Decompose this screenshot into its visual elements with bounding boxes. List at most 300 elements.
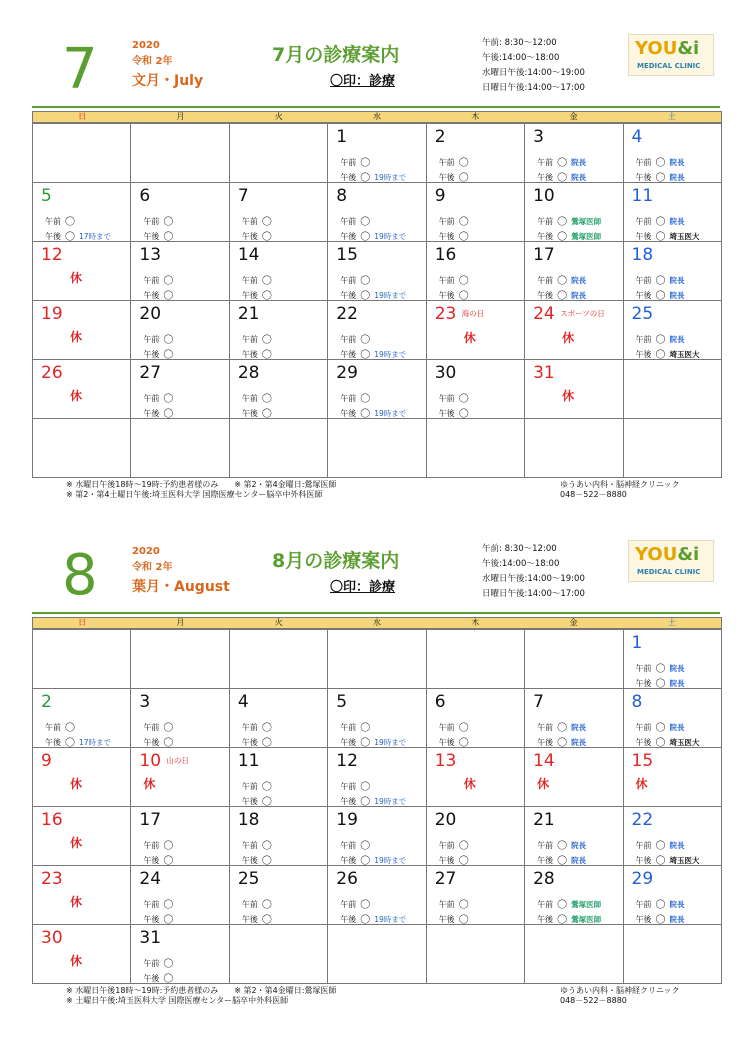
weekday-1: 月: [176, 112, 185, 121]
afternoon-slot: [340, 228, 406, 243]
afternoon-slot: [340, 734, 406, 749]
pm-label: 午後: [241, 350, 258, 359]
am-label: 午前: [143, 959, 160, 968]
day-number: 10: [533, 186, 555, 206]
doctor-note: 19時まで: [374, 173, 407, 182]
logo-wordmark: [635, 38, 699, 59]
open-circle-icon: 〇: [261, 409, 272, 420]
open-circle-icon: 〇: [163, 974, 174, 985]
empty-cell: [427, 925, 525, 984]
day-number: 27: [434, 869, 457, 889]
day-cell: [230, 866, 328, 925]
day-cell: [230, 360, 328, 419]
week-row: [33, 360, 722, 419]
open-circle-icon: 〇: [557, 291, 568, 302]
morning-slot: [340, 272, 370, 287]
morning-slot: [636, 331, 685, 346]
empty-cell: [230, 925, 328, 984]
pm-label: 午後: [635, 350, 652, 359]
closed-label: 休: [70, 954, 83, 968]
day-cell: [131, 301, 229, 360]
open-circle-icon: 〇: [360, 856, 371, 867]
doctor-note: 17時まで: [79, 232, 112, 241]
day-cell: [33, 925, 131, 984]
doctor-note: 埼玉医大: [669, 856, 700, 865]
afternoon-slot: [537, 852, 586, 867]
open-circle-icon: 〇: [65, 217, 75, 228]
am-label: 午前: [241, 841, 258, 850]
afternoon-slot: [242, 734, 272, 749]
day-cell: [33, 807, 131, 866]
day-cell: [328, 866, 426, 925]
open-circle-icon: 〇: [360, 232, 371, 243]
am-label: 午前: [438, 276, 455, 285]
day-number: 23: [41, 869, 63, 889]
day-number: 20: [434, 810, 457, 830]
week-row: [33, 866, 722, 925]
afternoon-slot: [143, 346, 173, 361]
doctor-note: 院長: [571, 173, 587, 182]
hours-line: 日曜日午後:14:00～17:00: [482, 589, 585, 599]
day-cell: [427, 301, 525, 360]
empty-cell: [131, 419, 229, 478]
weekday-6: 土: [667, 618, 676, 627]
am-label: 午前: [537, 723, 554, 732]
doctor-note: 院長: [669, 900, 685, 909]
doctor-note: 19時まで: [374, 409, 407, 418]
am-label: 午前: [143, 900, 160, 909]
weekday-3: 水: [372, 618, 381, 627]
closed-label: 休: [70, 836, 83, 850]
morning-slot: [636, 213, 685, 228]
afternoon-slot: [439, 734, 469, 749]
hours-block: [482, 542, 585, 602]
open-circle-icon: 〇: [557, 158, 568, 169]
open-circle-icon: 〇: [557, 276, 568, 287]
morning-slot: [537, 719, 586, 734]
am-label: 午前: [438, 900, 455, 909]
open-circle-icon: 〇: [655, 738, 666, 749]
day-cell: [525, 748, 623, 807]
empty-cell: [131, 124, 229, 183]
day-cell: [131, 242, 229, 301]
doctor-note: 院長: [571, 841, 587, 850]
morning-slot: [537, 272, 586, 287]
day-cell: [427, 748, 525, 807]
hours-line: 午前: 8:30～12:00: [482, 38, 557, 48]
am-label: 午前: [340, 782, 357, 791]
day-cell: [131, 183, 229, 242]
empty-cell: [33, 630, 131, 689]
doctor-note: 19時まで: [374, 797, 407, 806]
morning-slot: [143, 272, 173, 287]
page-title: 8月の診療案内: [272, 550, 400, 572]
afternoon-slot: [340, 852, 406, 867]
day-number: 21: [237, 304, 260, 324]
afternoon-slot: [636, 228, 700, 243]
day-number: 4: [237, 692, 249, 712]
day-cell: [624, 183, 722, 242]
day-number: 26: [41, 363, 63, 383]
closed-label: 休: [143, 777, 156, 791]
logo-amp: &i: [677, 544, 700, 565]
open-circle-icon: 〇: [261, 394, 272, 405]
afternoon-slot: [45, 734, 111, 749]
morning-slot: [143, 331, 173, 346]
pm-label: 午後: [143, 974, 160, 983]
open-circle-icon: 〇: [458, 915, 469, 926]
morning-slot: [143, 837, 173, 852]
doctor-note: 19時まで: [374, 856, 407, 865]
open-circle-icon: 〇: [360, 335, 371, 346]
pm-label: 午後: [340, 856, 357, 865]
doctor-note: 鶯塚医師: [571, 900, 602, 909]
week-row: [33, 630, 722, 689]
closed-label: 休: [70, 895, 83, 909]
day-number: 2: [41, 692, 52, 712]
day-number: 25: [631, 304, 654, 324]
day-number: 2: [434, 127, 446, 147]
afternoon-slot: [242, 852, 272, 867]
pm-label: 午後: [241, 797, 258, 806]
morning-slot: [340, 331, 370, 346]
header-rule: [32, 106, 720, 108]
day-cell: [624, 748, 722, 807]
open-circle-icon: 〇: [360, 350, 371, 361]
open-circle-icon: 〇: [557, 841, 568, 852]
open-circle-icon: 〇: [557, 723, 568, 734]
afternoon-slot: [537, 228, 601, 243]
afternoon-slot: [143, 970, 173, 985]
open-circle-icon: 〇: [655, 335, 666, 346]
am-label: 午前: [143, 841, 160, 850]
am-label: 午前: [45, 723, 61, 732]
am-label: 午前: [635, 723, 652, 732]
afternoon-slot: [340, 405, 406, 420]
day-number: 12: [41, 245, 63, 265]
day-number: 6: [139, 186, 151, 206]
doctor-note: 19時まで: [374, 915, 407, 924]
day-cell: [624, 807, 722, 866]
afternoon-slot: [439, 405, 469, 420]
open-circle-icon: 〇: [655, 856, 666, 867]
doctor-note: 院長: [571, 856, 587, 865]
am-label: 午前: [143, 335, 160, 344]
legend-text: 〇印：診療: [330, 580, 396, 595]
pm-label: 午後: [340, 409, 357, 418]
open-circle-icon: 〇: [557, 232, 568, 243]
morning-slot: [340, 896, 370, 911]
footnotes: [66, 480, 336, 500]
open-circle-icon: 〇: [557, 173, 568, 184]
pm-label: 午後: [143, 291, 160, 300]
afternoon-slot: [340, 346, 406, 361]
morning-slot: [143, 390, 173, 405]
am-label: 午前: [241, 217, 258, 226]
logo-subtitle: MEDICAL CLINIC: [637, 62, 701, 70]
am-label: 午前: [438, 158, 455, 167]
day-number: 5: [336, 692, 348, 712]
am-label: 午前: [537, 158, 554, 167]
afternoon-slot: [143, 734, 173, 749]
day-number: 8: [336, 186, 348, 206]
week-row: [33, 183, 722, 242]
day-cell: [525, 866, 623, 925]
day-number: 1: [336, 127, 348, 147]
empty-cell: [230, 419, 328, 478]
day-cell: [131, 925, 229, 984]
open-circle-icon: 〇: [360, 915, 371, 926]
am-label: 午前: [438, 394, 455, 403]
doctor-note: 埼玉医大: [669, 738, 700, 747]
day-number: 29: [336, 363, 358, 383]
pm-label: 午後: [635, 679, 652, 688]
pm-label: 午後: [438, 291, 455, 300]
day-cell: [427, 807, 525, 866]
day-cell: [427, 124, 525, 183]
day-number: 6: [434, 692, 446, 712]
day-number: 4: [631, 127, 643, 147]
closed-label: 休: [562, 389, 575, 403]
am-label: 午前: [241, 900, 258, 909]
afternoon-slot: [439, 169, 469, 184]
footnotes: [66, 986, 336, 1006]
closed-label: 休: [70, 330, 83, 344]
doctor-note: 院長: [669, 915, 685, 924]
pm-label: 午後: [241, 291, 258, 300]
morning-slot: [45, 213, 75, 228]
logo-you: YOU: [635, 38, 678, 59]
clinic-contact: [560, 986, 680, 1006]
calendar-grid: [32, 123, 722, 478]
afternoon-slot: [143, 852, 173, 867]
doctor-note: 院長: [669, 664, 685, 673]
open-circle-icon: 〇: [360, 723, 371, 734]
closed-label: 休: [635, 777, 648, 791]
afternoon-slot: [537, 169, 586, 184]
day-number: 28: [237, 363, 260, 383]
clinic-logo: [628, 540, 714, 582]
morning-slot: [636, 719, 685, 734]
pm-label: 午後: [340, 291, 357, 300]
doctor-note: 院長: [669, 217, 685, 226]
doctor-note: 院長: [669, 723, 685, 732]
am-label: 午前: [340, 723, 357, 732]
month-name: 葉月・August: [132, 579, 230, 595]
pm-label: 午後: [340, 738, 357, 747]
open-circle-icon: 〇: [655, 664, 666, 675]
open-circle-icon: 〇: [458, 738, 469, 749]
weekday-5: 金: [569, 112, 578, 121]
morning-slot: [242, 719, 272, 734]
afternoon-slot: [143, 228, 173, 243]
week-row: [33, 748, 722, 807]
open-circle-icon: 〇: [163, 723, 174, 734]
morning-slot: [537, 896, 601, 911]
open-circle-icon: 〇: [655, 291, 666, 302]
open-circle-icon: 〇: [360, 409, 371, 420]
morning-slot: [439, 213, 469, 228]
open-circle-icon: 〇: [655, 217, 666, 228]
day-cell: [33, 689, 131, 748]
afternoon-slot: [636, 734, 700, 749]
open-circle-icon: 〇: [261, 856, 272, 867]
morning-slot: [340, 390, 370, 405]
pm-label: 午後: [537, 232, 554, 241]
day-cell: [230, 301, 328, 360]
empty-cell: [525, 630, 623, 689]
day-cell: [624, 124, 722, 183]
open-circle-icon: 〇: [261, 232, 272, 243]
open-circle-icon: 〇: [458, 409, 469, 420]
pm-label: 午後: [438, 173, 455, 182]
open-circle-icon: 〇: [655, 350, 666, 361]
day-cell: [33, 301, 131, 360]
morning-slot: [439, 837, 469, 852]
open-circle-icon: 〇: [458, 291, 469, 302]
open-circle-icon: 〇: [261, 291, 272, 302]
day-number: 31: [139, 928, 162, 948]
day-cell: [328, 183, 426, 242]
morning-slot: [537, 213, 601, 228]
empty-cell: [230, 630, 328, 689]
morning-slot: [143, 896, 173, 911]
open-circle-icon: 〇: [557, 217, 568, 228]
weekday-0: 日: [78, 618, 87, 627]
am-label: 午前: [340, 394, 357, 403]
am-label: 午前: [635, 664, 652, 673]
am-label: 午前: [340, 335, 357, 344]
pm-label: 午後: [438, 915, 455, 924]
empty-cell: [624, 925, 722, 984]
morning-slot: [537, 837, 586, 852]
weekday-2: 火: [274, 112, 283, 121]
era-year: 2020: [132, 546, 160, 557]
empty-cell: [131, 630, 229, 689]
morning-slot: [242, 213, 272, 228]
empty-cell: [525, 925, 623, 984]
day-number: 15: [631, 751, 654, 771]
am-label: 午前: [143, 394, 160, 403]
morning-slot: [340, 719, 370, 734]
open-circle-icon: 〇: [360, 276, 371, 287]
afternoon-slot: [242, 793, 272, 808]
open-circle-icon: 〇: [261, 723, 272, 734]
day-cell: [230, 242, 328, 301]
day-number: 7: [533, 692, 544, 712]
month-big-number: 7: [62, 37, 98, 102]
day-cell: [131, 748, 229, 807]
afternoon-slot: [537, 911, 601, 926]
open-circle-icon: 〇: [655, 232, 666, 243]
morning-slot: [636, 154, 685, 169]
open-circle-icon: 〇: [163, 335, 174, 346]
open-circle-icon: 〇: [65, 738, 75, 749]
am-label: 午前: [635, 217, 652, 226]
morning-slot: [143, 955, 173, 970]
day-cell: [230, 689, 328, 748]
open-circle-icon: 〇: [360, 394, 371, 405]
day-number: 3: [533, 127, 544, 147]
day-number: 13: [434, 751, 457, 771]
open-circle-icon: 〇: [458, 900, 469, 911]
week-row: [33, 925, 722, 984]
pm-label: 午後: [635, 856, 652, 865]
afternoon-slot: [636, 287, 685, 302]
header-rule: [32, 612, 720, 614]
am-label: 午前: [635, 900, 652, 909]
pm-label: 午後: [537, 856, 554, 865]
weekday-header: [32, 111, 722, 123]
day-number: 3: [139, 692, 151, 712]
afternoon-slot: [439, 228, 469, 243]
pm-label: 午後: [340, 915, 357, 924]
doctor-note: 鶯塚医師: [571, 217, 602, 226]
day-number: 18: [631, 245, 654, 265]
am-label: 午前: [241, 394, 258, 403]
open-circle-icon: 〇: [458, 173, 469, 184]
pm-label: 午後: [537, 291, 554, 300]
doctor-note: 19時まで: [374, 350, 407, 359]
pm-label: 午後: [635, 291, 652, 300]
open-circle-icon: 〇: [655, 723, 666, 734]
hours-line: 日曜日午後:14:00～17:00: [482, 83, 585, 93]
morning-slot: [242, 837, 272, 852]
open-circle-icon: 〇: [557, 915, 568, 926]
am-label: 午前: [340, 900, 357, 909]
day-cell: [427, 866, 525, 925]
day-cell: [33, 360, 131, 419]
morning-slot: [340, 154, 370, 169]
day-cell: [131, 360, 229, 419]
empty-cell: [328, 630, 426, 689]
afternoon-slot: [242, 228, 272, 243]
july-calendar: [0, 34, 750, 504]
open-circle-icon: 〇: [261, 841, 272, 852]
reiwa-year: 令和 2年: [132, 56, 173, 67]
open-circle-icon: 〇: [163, 217, 174, 228]
weekday-4: 木: [471, 112, 480, 121]
morning-slot: [340, 778, 370, 793]
doctor-note: 院長: [571, 723, 587, 732]
am-label: 午前: [635, 158, 652, 167]
afternoon-slot: [143, 287, 173, 302]
morning-slot: [537, 154, 586, 169]
day-number: 27: [139, 363, 162, 383]
afternoon-slot: [242, 911, 272, 926]
open-circle-icon: 〇: [458, 841, 469, 852]
week-row: [33, 807, 722, 866]
open-circle-icon: 〇: [655, 841, 666, 852]
doctor-note: 院長: [669, 679, 685, 688]
day-number: 9: [41, 751, 52, 771]
day-cell: [230, 807, 328, 866]
open-circle-icon: 〇: [163, 232, 174, 243]
doctor-note: 埼玉医大: [669, 350, 700, 359]
hours-line: 午前: 8:30～12:00: [482, 544, 557, 554]
hours-line: 水曜日午後:14:00～19:00: [482, 68, 585, 78]
open-circle-icon: 〇: [65, 232, 75, 243]
day-cell: [624, 866, 722, 925]
clinic-phone: 048－522－8880: [560, 996, 627, 1005]
am-label: 午前: [438, 723, 455, 732]
doctor-note: 埼玉医大: [669, 232, 700, 241]
weekday-0: 日: [78, 112, 87, 121]
holiday-name: スポーツの日: [560, 309, 605, 318]
clinic-name: ゆうあい内科・脳神経クリニック: [560, 986, 680, 995]
open-circle-icon: 〇: [458, 723, 469, 734]
doctor-note: 院長: [669, 173, 685, 182]
